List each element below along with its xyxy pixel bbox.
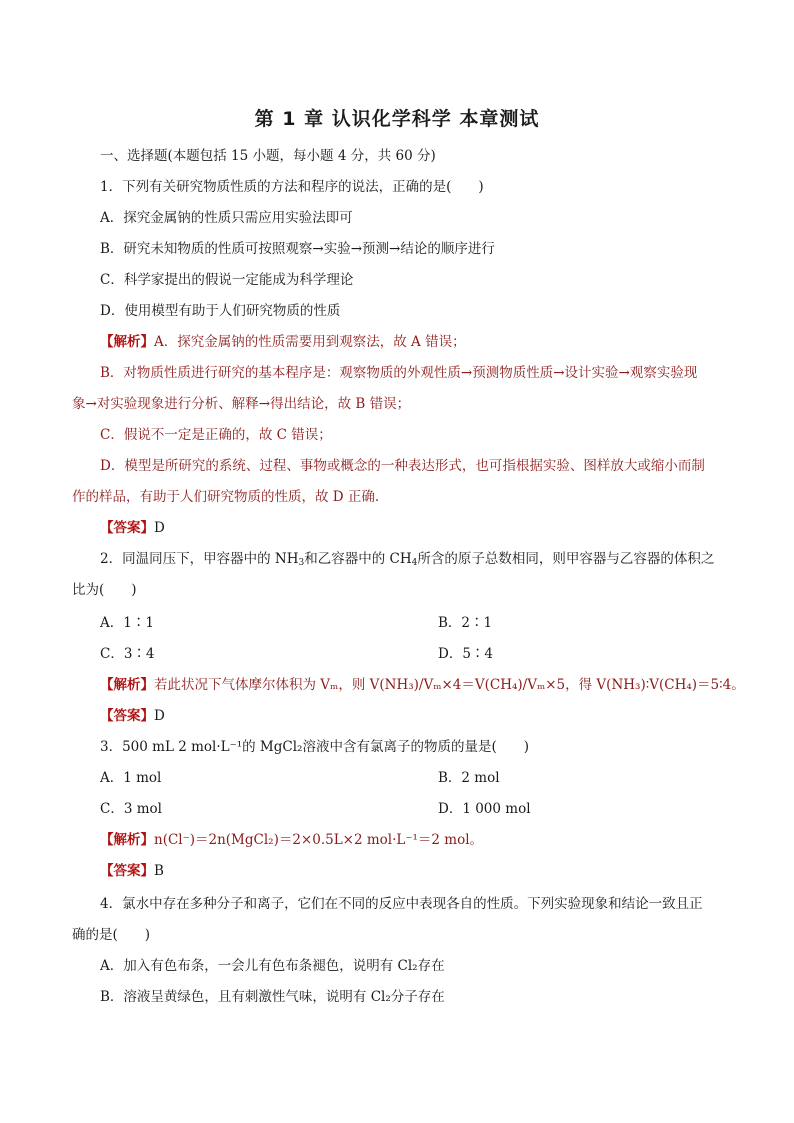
q1-stem: 1．下列有关研究物质性质的方法和程序的说法，正确的是( ) xyxy=(100,179,484,195)
q4-option-a: A．加入有色布条，一会儿有色布条褪色，说明有 Cl₂存在 xyxy=(100,958,445,974)
answer-tag: 【答案】 xyxy=(100,863,154,879)
q2-option-c: C．3∶4 xyxy=(100,646,155,662)
q3-option-d: D．1 000 mol xyxy=(438,801,531,817)
q1-analysis-d-line1: D．模型是所研究的系统、过程、事物或概念的一种表达形式，也可指根据实验、图样放大或缩小而制 xyxy=(100,458,705,474)
q3-stem: 3．500 mL 2 mol·L⁻¹的 MgCl₂溶液中含有氯离子的物质的量是( ) xyxy=(100,739,529,755)
q1-option-b: B．研究未知物质的性质可按照观察→实验→预测→结论的顺序进行 xyxy=(100,241,495,257)
q1-option-c: C．科学家提出的假说一定能成为科学理论 xyxy=(100,272,354,288)
q1-analysis-a: A．探究金属钠的性质需要用到观察法，故 A 错误； xyxy=(154,334,466,350)
q4-option-b: B．溶液呈黄绿色，且有刺激性气味，说明有 Cl₂分子存在 xyxy=(100,989,445,1005)
q1-analysis xyxy=(100,333,466,351)
q3-answer xyxy=(100,862,164,880)
q3-options-row1 xyxy=(100,769,500,787)
q3-options-row2 xyxy=(100,800,531,818)
q4-stem-line2: 确的是( ) xyxy=(72,927,151,943)
q3-answer-value: B xyxy=(154,863,164,879)
q2-answer-value: D xyxy=(154,708,165,724)
q2-stem-line2: 比为( ) xyxy=(72,582,137,598)
section-heading: 一、选择题(本题包括 15 小题，每小题 4 分，共 60 分) xyxy=(100,148,436,164)
q1-analysis-c: C．假说不一定是正确的，故 C 错误； xyxy=(100,427,332,443)
q1-answer xyxy=(100,519,165,537)
q2-stem-line1: 2．同温同压下，甲容器中的 $NH_3$和乙容器中的 $CH_4$所含的原子总数相同，则甲容器与乙容器的体积之 xyxy=(100,551,715,568)
q2-answer xyxy=(100,707,165,725)
q3-analysis xyxy=(100,831,483,849)
q3-analysis-text: n(Cl⁻)＝2n(MgCl₂)＝2×0.5L×2 mol·L⁻¹＝2 mol。 xyxy=(154,832,484,848)
q4-stem-line1: 4．氯水中存在多种分子和离子，它们在不同的反应中表现各自的性质。下列实验现象和结论一致且正 xyxy=(100,896,703,912)
q1-answer-value: D xyxy=(154,520,165,536)
answer-tag: 【答案】 xyxy=(100,520,154,536)
analysis-tag: 【解析】 xyxy=(100,677,154,693)
q2-option-b: B．2∶1 xyxy=(438,615,493,631)
q2-analysis xyxy=(100,676,745,694)
page-title: 第 1 章 认识化学科学 本章测试 xyxy=(254,108,540,130)
analysis-tag: 【解析】 xyxy=(100,334,154,350)
q3-option-a: A．1 mol xyxy=(100,770,162,786)
q2-option-d: D．5∶4 xyxy=(438,646,494,662)
analysis-tag: 【解析】 xyxy=(100,832,154,848)
q1-analysis-b-line2: 象→对实验现象进行分析、解释→得出结论，故 B 错误； xyxy=(72,396,411,412)
q1-analysis-b-line1: B．对物质性质进行研究的基本程序是：观察物质的外观性质→预测物质性质→设计实验→观察实验现 xyxy=(100,365,698,381)
q1-option-a: A．探究金属钠的性质只需应用实验法即可 xyxy=(100,210,353,226)
q2-options-row1 xyxy=(100,614,493,632)
answer-tag: 【答案】 xyxy=(100,708,154,724)
q3-option-c: C．3 mol xyxy=(100,801,162,817)
q2-analysis-text: 若此状况下气体摩尔体积为 Vₘ，则 V(NH₃)/Vₘ×4＝V(CH₄)/Vₘ×5，得 V(NH₃)∶V(CH₄)＝5∶4。 xyxy=(154,677,745,693)
q2-option-a: A．1∶1 xyxy=(100,615,154,631)
q1-option-d: D．使用模型有助于人们研究物质的性质 xyxy=(100,303,341,319)
q2-options-row2 xyxy=(100,645,494,663)
q3-option-b: B．2 mol xyxy=(438,770,500,786)
q1-analysis-d-line2: 作的样品，有助于人们研究物质的性质，故 D 正确． xyxy=(72,489,389,505)
